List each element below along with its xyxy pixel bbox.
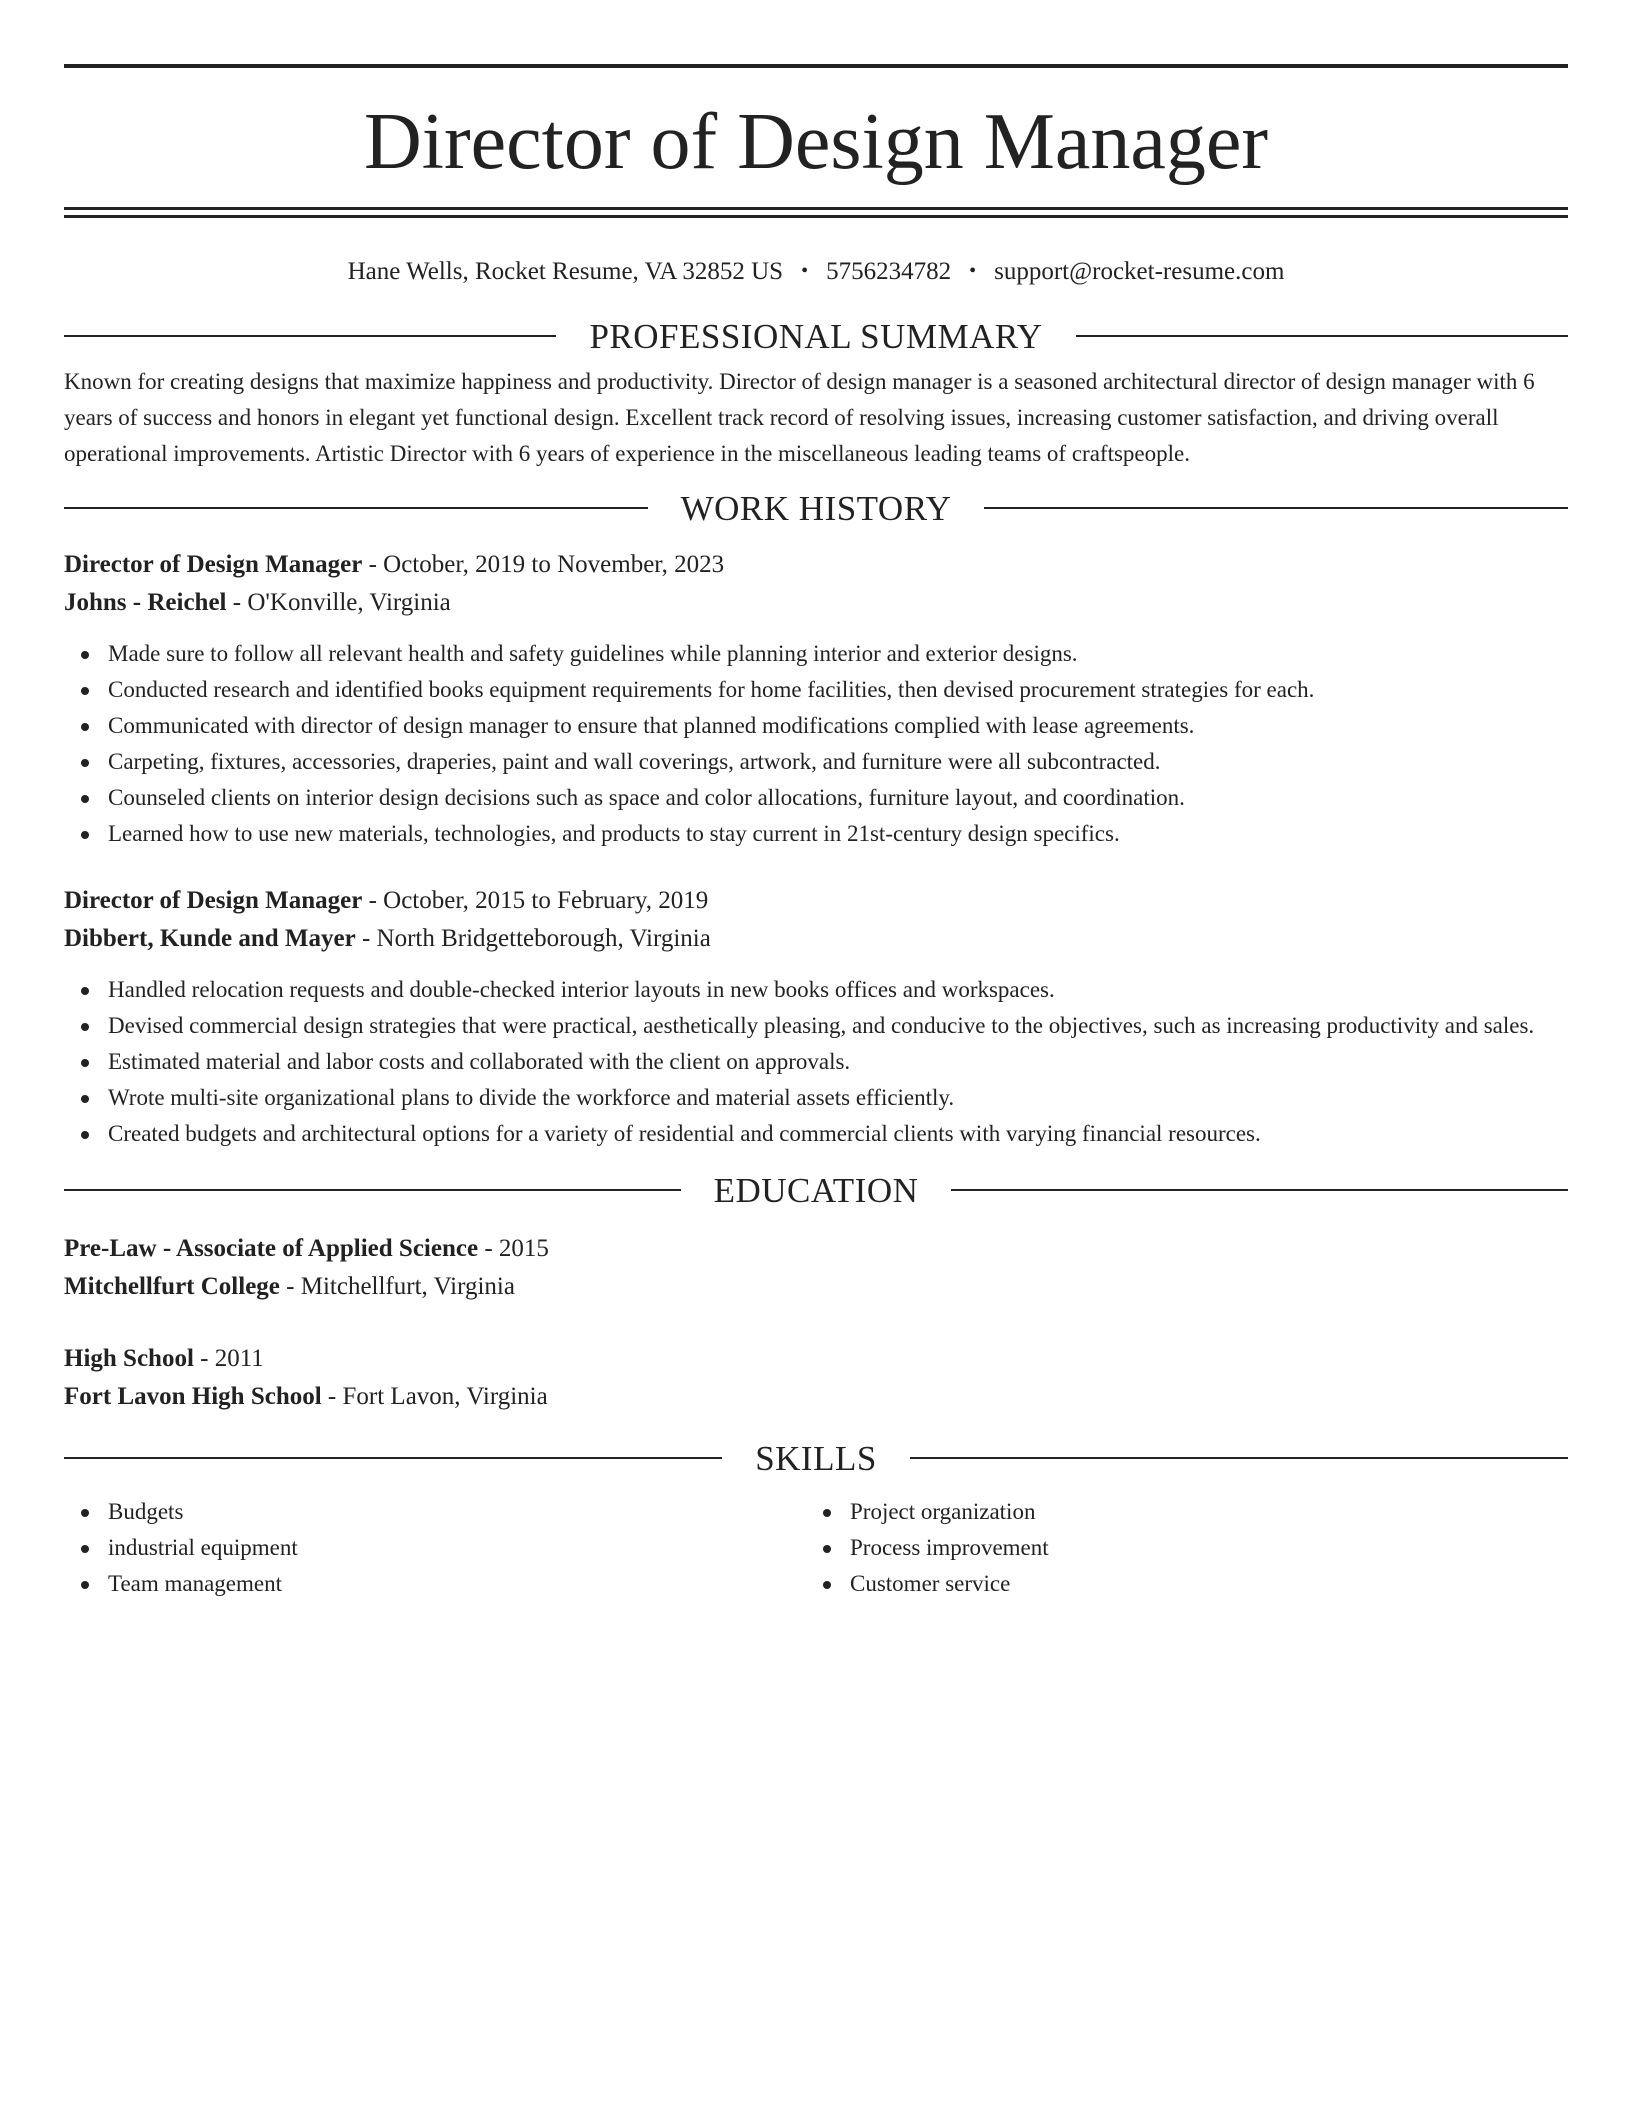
job-title-line [64,882,1568,920]
list-item: Communicated with director of design manager to ensure that planned modifications complied with lease agreements. [64,708,1568,744]
job-company: Dibbert, Kunde and Mayer [64,925,356,952]
job-entry [64,546,1568,852]
education-degree-line [64,1340,1568,1378]
job-bullets [64,636,1568,852]
section-rule [64,335,556,337]
list-item: Made sure to follow all relevant health and safety guidelines while planning interior and exterior designs. [64,636,1568,672]
section-rule [1076,335,1568,337]
skills-column-left [64,1494,806,1602]
education-school: Fort Lavon High School [64,1383,322,1410]
skill-item: Customer service [806,1566,1548,1602]
job-location: - O'Konville, Virginia [226,589,451,616]
education-entry [64,1230,1568,1306]
job-dates: - October, 2019 to November, 2023 [362,551,725,578]
job-dates: - October, 2015 to February, 2019 [362,887,709,914]
job-title-line [64,546,1568,584]
education-school: Mitchellfurt College [64,1273,280,1300]
contact-address: Hane Wells, Rocket Resume, VA 32852 US [347,258,784,285]
contact-separator: • [969,260,977,282]
skill-item: Team management [64,1566,806,1602]
job-company: Johns - Reichel [64,589,227,616]
section-heading-summary [64,316,1568,356]
education-location: - Fort Lavon, Virginia [321,1383,548,1410]
section-rule [951,1189,1568,1191]
section-rule [64,1457,722,1459]
list-item: Estimated material and labor costs and collaborated with the client on approvals. [64,1044,1568,1080]
list-item: Devised commercial design strategies that were practical, aesthetically pleasing, and conducive to the objectives, such as increasing productivity and sales. [64,1008,1568,1044]
job-company-line [64,920,1568,958]
job-bullets [64,972,1568,1152]
contact-phone: 5756234782 [826,258,952,285]
job-company-line [64,584,1568,622]
skills-column-right [806,1494,1548,1602]
resume-title: Director of Design Manager [363,98,1269,186]
education-school-line [64,1378,1568,1416]
section-title: EDUCATION [713,1170,919,1210]
list-item: Learned how to use new materials, technologies, and products to stay current in 21st-century design specifics. [64,816,1568,852]
contact-line [64,259,1568,284]
section-heading-education [64,1170,1568,1210]
section-title: WORK HISTORY [680,488,952,528]
education-degree-line [64,1230,1568,1268]
summary-text: Known for creating designs that maximize happiness and productivity. Director of design manager is a seasoned architectural director of design manager with 6 years of success and honors in elegant yet functional design. Excellent track record of resolving issues, increasing customer satisfaction, and driving overall operational improvements. Artistic Director with 6 years of experience in the miscellaneous leading teams of craftspeople. [64,369,1535,466]
section-rule [984,507,1568,509]
skill-item: Budgets [64,1494,806,1530]
resume-page [64,64,1568,1602]
section-rule [64,1189,681,1191]
education-entry [64,1340,1568,1416]
skill-item: industrial equipment [64,1530,806,1566]
education-location: - Mitchellfurt, Virginia [279,1273,515,1300]
header-double-rule [64,207,1568,218]
skills-grid [64,1494,1568,1602]
list-item: Conducted research and identified books equipment requirements for home facilities, then devised procurement strategies for each. [64,672,1568,708]
list-item: Counseled clients on interior design decisions such as space and color allocations, furniture layout, and coordination. [64,780,1568,816]
education-school-line [64,1268,1568,1306]
section-title: PROFESSIONAL SUMMARY [589,316,1043,356]
job-title: Director of Design Manager [64,887,363,914]
job-title: Director of Design Manager [64,551,363,578]
list-item: Handled relocation requests and double-checked interior layouts in new books offices and workspaces. [64,972,1568,1008]
section-title: SKILLS [755,1438,877,1478]
section-heading-work [64,488,1568,528]
education-year: - 2011 [193,1345,264,1372]
job-entry [64,882,1568,1152]
list-item: Wrote multi-site organizational plans to divide the workforce and material assets efficiently. [64,1080,1568,1116]
section-rule [910,1457,1568,1459]
education-degree: High School [64,1345,194,1372]
list-item: Created budgets and architectural options for a variety of residential and commercial clients with varying financial resources. [64,1116,1568,1152]
job-location: - North Bridgetteborough, Virginia [355,925,711,952]
education-year: - 2015 [478,1235,549,1262]
section-rule [64,507,648,509]
skill-item: Process improvement [806,1530,1548,1566]
skill-item: Project organization [806,1494,1548,1530]
list-item: Carpeting, fixtures, accessories, draperies, paint and wall coverings, artwork, and furniture were all subcontracted. [64,744,1568,780]
education-degree: Pre-Law - Associate of Applied Science [64,1235,479,1262]
contact-separator: • [801,260,809,282]
section-heading-skills [64,1438,1568,1478]
contact-email[interactable]: support@rocket-resume.com [994,258,1285,285]
